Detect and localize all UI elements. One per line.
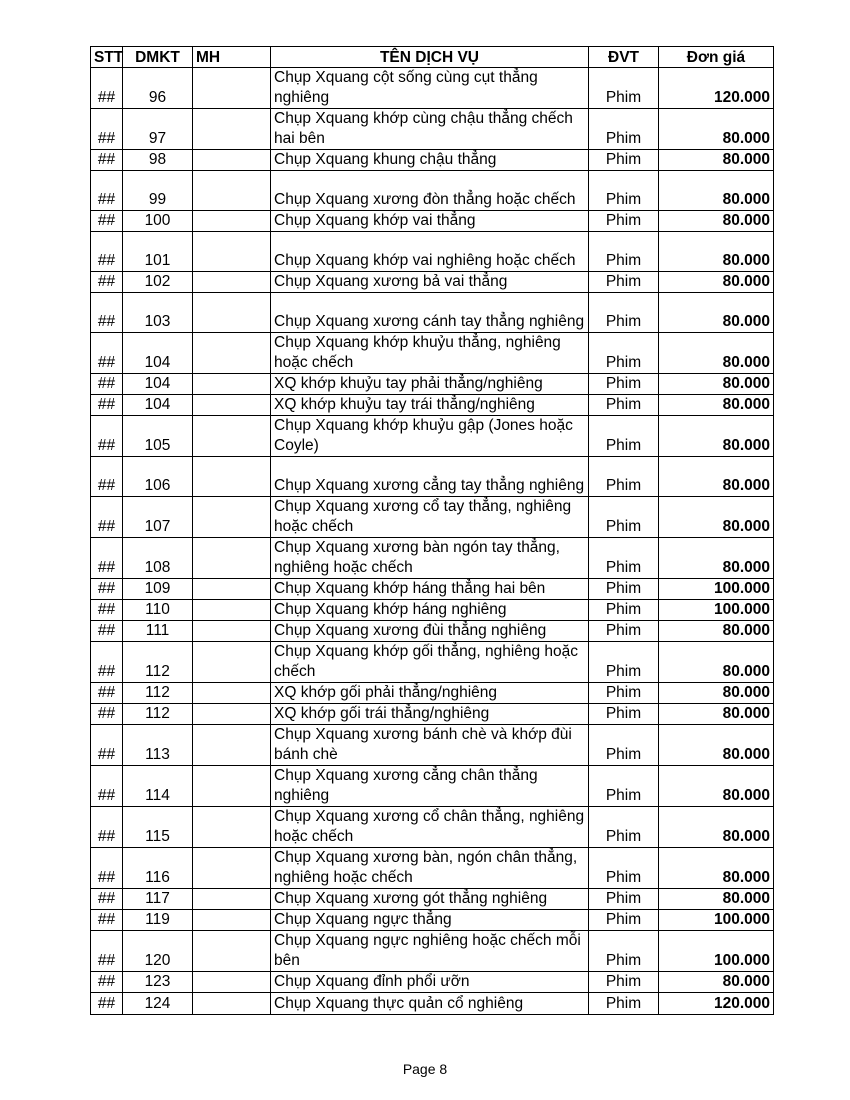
cell-service-name: Chụp Xquang thực quản cổ nghiêng: [271, 993, 589, 1015]
table-row: [91, 725, 774, 766]
cell-mh: [193, 683, 271, 704]
cell-mh: [193, 211, 271, 232]
cell-unit-price: 80.000: [659, 232, 774, 272]
cell-dmkt: 101: [123, 232, 193, 272]
cell-dmkt: 104: [123, 395, 193, 416]
cell-mh: [193, 374, 271, 395]
cell-unit-price: 80.000: [659, 766, 774, 807]
cell-mh: [193, 766, 271, 807]
cell-dmkt: 104: [123, 333, 193, 374]
cell-dmkt: 114: [123, 766, 193, 807]
table-header-row: [91, 47, 774, 68]
cell-dmkt: 117: [123, 889, 193, 910]
cell-stt: ##: [91, 171, 123, 211]
cell-service-name: Chụp Xquang xương gót thẳng nghiêng: [271, 889, 589, 910]
cell-unit-price: 80.000: [659, 416, 774, 457]
cell-stt: ##: [91, 704, 123, 725]
cell-mh: [193, 889, 271, 910]
cell-stt: ##: [91, 293, 123, 333]
cell-stt: ##: [91, 395, 123, 416]
service-price-table: [90, 46, 774, 1015]
cell-unit-price: 80.000: [659, 642, 774, 683]
cell-unit-price: 80.000: [659, 272, 774, 293]
cell-service-name: XQ khớp gối phải thẳng/nghiêng: [271, 683, 589, 704]
table-row: [91, 889, 774, 910]
cell-mh: [193, 931, 271, 972]
cell-dmkt: 112: [123, 683, 193, 704]
table-row: [91, 272, 774, 293]
cell-dmkt: 99: [123, 171, 193, 211]
cell-dmkt: 96: [123, 68, 193, 109]
cell-unit: Phim: [589, 457, 659, 497]
cell-dmkt: 120: [123, 931, 193, 972]
cell-unit: Phim: [589, 600, 659, 621]
cell-unit: Phim: [589, 807, 659, 848]
cell-unit: Phim: [589, 272, 659, 293]
header-dmkt: DMKT: [123, 47, 193, 68]
cell-unit: Phim: [589, 993, 659, 1015]
cell-mh: [193, 910, 271, 931]
cell-unit-price: 80.000: [659, 109, 774, 150]
cell-mh: [193, 600, 271, 621]
cell-stt: ##: [91, 333, 123, 374]
cell-unit: Phim: [589, 621, 659, 642]
cell-stt: ##: [91, 497, 123, 538]
cell-unit-price: 80.000: [659, 889, 774, 910]
cell-unit: Phim: [589, 579, 659, 600]
header-mh: MH: [193, 47, 271, 68]
table-row: [91, 766, 774, 807]
cell-service-name: XQ khớp khuỷu tay phải thẳng/nghiêng: [271, 374, 589, 395]
cell-stt: ##: [91, 109, 123, 150]
cell-service-name: Chụp Xquang khớp cùng chậu thẳng chếch hai bên: [271, 109, 589, 150]
cell-service-name: Chụp Xquang xương cổ chân thẳng, nghiêng hoặc chếch: [271, 807, 589, 848]
cell-unit-price: 80.000: [659, 211, 774, 232]
cell-stt: ##: [91, 457, 123, 497]
table-row: [91, 931, 774, 972]
cell-unit-price: 80.000: [659, 171, 774, 211]
table-row: [91, 211, 774, 232]
table-row: [91, 538, 774, 579]
cell-unit-price: 80.000: [659, 457, 774, 497]
cell-unit: Phim: [589, 211, 659, 232]
cell-unit: Phim: [589, 171, 659, 211]
cell-dmkt: 105: [123, 416, 193, 457]
cell-unit: Phim: [589, 150, 659, 171]
cell-service-name: Chụp Xquang xương cổ tay thẳng, nghiêng hoặc chếch: [271, 497, 589, 538]
cell-dmkt: 108: [123, 538, 193, 579]
cell-mh: [193, 848, 271, 889]
table-row: [91, 232, 774, 272]
cell-service-name: Chụp Xquang khớp háng thẳng hai bên: [271, 579, 589, 600]
cell-unit-price: 80.000: [659, 621, 774, 642]
cell-service-name: Chụp Xquang khớp gối thẳng, nghiêng hoặc chếch: [271, 642, 589, 683]
cell-mh: [193, 972, 271, 993]
cell-unit: Phim: [589, 683, 659, 704]
cell-dmkt: 112: [123, 642, 193, 683]
cell-mh: [193, 457, 271, 497]
cell-dmkt: 110: [123, 600, 193, 621]
cell-unit: Phim: [589, 374, 659, 395]
cell-mh: [193, 333, 271, 374]
cell-unit-price: 80.000: [659, 150, 774, 171]
cell-unit: Phim: [589, 910, 659, 931]
table-row: [91, 374, 774, 395]
cell-dmkt: 103: [123, 293, 193, 333]
cell-stt: ##: [91, 807, 123, 848]
cell-service-name: Chụp Xquang cột sống cùng cụt thẳng nghiêng: [271, 68, 589, 109]
cell-stt: ##: [91, 374, 123, 395]
cell-dmkt: 109: [123, 579, 193, 600]
cell-unit: Phim: [589, 395, 659, 416]
cell-mh: [193, 109, 271, 150]
cell-mh: [193, 497, 271, 538]
table-row: [91, 621, 774, 642]
cell-service-name: Chụp Xquang ngực nghiêng hoặc chếch mỗi bên: [271, 931, 589, 972]
table-row: [91, 848, 774, 889]
cell-mh: [193, 579, 271, 600]
cell-service-name: Chụp Xquang khớp vai nghiêng hoặc chếch: [271, 232, 589, 272]
cell-dmkt: 98: [123, 150, 193, 171]
cell-stt: ##: [91, 150, 123, 171]
cell-unit-price: 80.000: [659, 395, 774, 416]
table-row: [91, 150, 774, 171]
cell-stt: ##: [91, 68, 123, 109]
cell-dmkt: 106: [123, 457, 193, 497]
cell-unit-price: 80.000: [659, 807, 774, 848]
cell-unit: Phim: [589, 497, 659, 538]
header-service-name: TÊN DỊCH VỤ: [271, 47, 589, 68]
table-row: [91, 497, 774, 538]
cell-mh: [193, 993, 271, 1015]
cell-stt: ##: [91, 889, 123, 910]
cell-service-name: Chụp Xquang xương đòn thẳng hoặc chếch: [271, 171, 589, 211]
cell-unit: Phim: [589, 704, 659, 725]
cell-unit-price: 100.000: [659, 579, 774, 600]
cell-dmkt: 100: [123, 211, 193, 232]
cell-dmkt: 104: [123, 374, 193, 395]
table-row: [91, 600, 774, 621]
cell-service-name: Chụp Xquang xương bàn, ngón chân thẳng, nghiêng hoặc chếch: [271, 848, 589, 889]
header-unit-price: Đơn giá: [659, 47, 774, 68]
table-row: [91, 109, 774, 150]
table-row: [91, 333, 774, 374]
cell-unit: Phim: [589, 848, 659, 889]
cell-unit: Phim: [589, 538, 659, 579]
cell-unit: Phim: [589, 972, 659, 993]
cell-mh: [193, 704, 271, 725]
cell-unit-price: 80.000: [659, 538, 774, 579]
cell-service-name: Chụp Xquang xương bả vai thẳng: [271, 272, 589, 293]
cell-unit: Phim: [589, 416, 659, 457]
cell-dmkt: 123: [123, 972, 193, 993]
table-row: [91, 807, 774, 848]
table-row: [91, 457, 774, 497]
cell-mh: [193, 150, 271, 171]
cell-unit: Phim: [589, 68, 659, 109]
cell-service-name: Chụp Xquang xương đùi thẳng nghiêng: [271, 621, 589, 642]
cell-unit-price: 80.000: [659, 683, 774, 704]
cell-unit-price: 120.000: [659, 993, 774, 1015]
cell-service-name: Chụp Xquang khớp háng nghiêng: [271, 600, 589, 621]
cell-stt: ##: [91, 416, 123, 457]
page-number: Page 8: [402, 1061, 448, 1077]
cell-service-name: Chụp Xquang khớp khuỷu thẳng, nghiêng hoặc chếch: [271, 333, 589, 374]
table-row: [91, 704, 774, 725]
cell-service-name: Chụp Xquang khung chậu thẳng: [271, 150, 589, 171]
cell-mh: [193, 725, 271, 766]
cell-mh: [193, 642, 271, 683]
cell-dmkt: 97: [123, 109, 193, 150]
cell-unit-price: 80.000: [659, 704, 774, 725]
table-row: [91, 579, 774, 600]
cell-service-name: Chụp Xquang xương bánh chè và khớp đùi bánh chè: [271, 725, 589, 766]
cell-dmkt: 102: [123, 272, 193, 293]
cell-stt: ##: [91, 538, 123, 579]
cell-unit-price: 80.000: [659, 972, 774, 993]
cell-unit: Phim: [589, 333, 659, 374]
header-unit: ĐVT: [589, 47, 659, 68]
cell-service-name: Chụp Xquang đỉnh phổi ưỡn: [271, 972, 589, 993]
cell-mh: [193, 68, 271, 109]
cell-service-name: Chụp Xquang xương bàn ngón tay thẳng, nghiêng hoặc chếch: [271, 538, 589, 579]
cell-unit-price: 80.000: [659, 848, 774, 889]
cell-dmkt: 112: [123, 704, 193, 725]
cell-unit-price: 100.000: [659, 910, 774, 931]
cell-unit-price: 80.000: [659, 333, 774, 374]
table-row: [91, 993, 774, 1015]
cell-service-name: Chụp Xquang xương cẳng chân thẳng nghiêng: [271, 766, 589, 807]
table-row: [91, 910, 774, 931]
cell-unit-price: 80.000: [659, 725, 774, 766]
cell-unit-price: 100.000: [659, 931, 774, 972]
cell-dmkt: 124: [123, 993, 193, 1015]
cell-stt: ##: [91, 931, 123, 972]
cell-service-name: Chụp Xquang xương cánh tay thẳng nghiêng: [271, 293, 589, 333]
cell-stt: ##: [91, 910, 123, 931]
cell-unit: Phim: [589, 766, 659, 807]
cell-stt: ##: [91, 766, 123, 807]
cell-stt: ##: [91, 579, 123, 600]
cell-mh: [193, 395, 271, 416]
cell-stt: ##: [91, 725, 123, 766]
cell-service-name: Chụp Xquang khớp khuỷu gập (Jones hoặc Coyle): [271, 416, 589, 457]
cell-stt: ##: [91, 972, 123, 993]
cell-dmkt: 107: [123, 497, 193, 538]
cell-unit: Phim: [589, 642, 659, 683]
table-row: [91, 642, 774, 683]
cell-mh: [193, 621, 271, 642]
cell-unit-price: 80.000: [659, 293, 774, 333]
cell-unit-price: 100.000: [659, 600, 774, 621]
table-row: [91, 68, 774, 109]
cell-dmkt: 115: [123, 807, 193, 848]
cell-stt: ##: [91, 600, 123, 621]
table-row: [91, 171, 774, 211]
cell-mh: [193, 538, 271, 579]
cell-unit: Phim: [589, 889, 659, 910]
cell-stt: ##: [91, 211, 123, 232]
cell-stt: ##: [91, 848, 123, 889]
cell-unit: Phim: [589, 293, 659, 333]
cell-mh: [193, 171, 271, 211]
cell-service-name: XQ khớp khuỷu tay trái thẳng/nghiêng: [271, 395, 589, 416]
table-body: [91, 68, 774, 1015]
cell-unit: Phim: [589, 725, 659, 766]
table-row: [91, 683, 774, 704]
cell-service-name: Chụp Xquang ngực thẳng: [271, 910, 589, 931]
cell-stt: ##: [91, 621, 123, 642]
cell-dmkt: 111: [123, 621, 193, 642]
cell-unit: Phim: [589, 232, 659, 272]
cell-stt: ##: [91, 993, 123, 1015]
cell-stt: ##: [91, 232, 123, 272]
table-row: [91, 293, 774, 333]
cell-dmkt: 113: [123, 725, 193, 766]
header-stt: STT: [91, 47, 123, 68]
cell-mh: [193, 807, 271, 848]
cell-dmkt: 119: [123, 910, 193, 931]
cell-unit-price: 80.000: [659, 374, 774, 395]
table-row: [91, 416, 774, 457]
cell-mh: [193, 272, 271, 293]
cell-mh: [193, 416, 271, 457]
cell-mh: [193, 232, 271, 272]
cell-unit: Phim: [589, 109, 659, 150]
cell-dmkt: 116: [123, 848, 193, 889]
cell-unit-price: 80.000: [659, 497, 774, 538]
cell-unit-price: 120.000: [659, 68, 774, 109]
table-row: [91, 972, 774, 993]
cell-service-name: Chụp Xquang khớp vai thẳng: [271, 211, 589, 232]
cell-stt: ##: [91, 683, 123, 704]
cell-mh: [193, 293, 271, 333]
cell-stt: ##: [91, 642, 123, 683]
cell-service-name: XQ khớp gối trái thẳng/nghiêng: [271, 704, 589, 725]
cell-service-name: Chụp Xquang xương cẳng tay thẳng nghiêng: [271, 457, 589, 497]
cell-stt: ##: [91, 272, 123, 293]
table-row: [91, 395, 774, 416]
cell-unit: Phim: [589, 931, 659, 972]
